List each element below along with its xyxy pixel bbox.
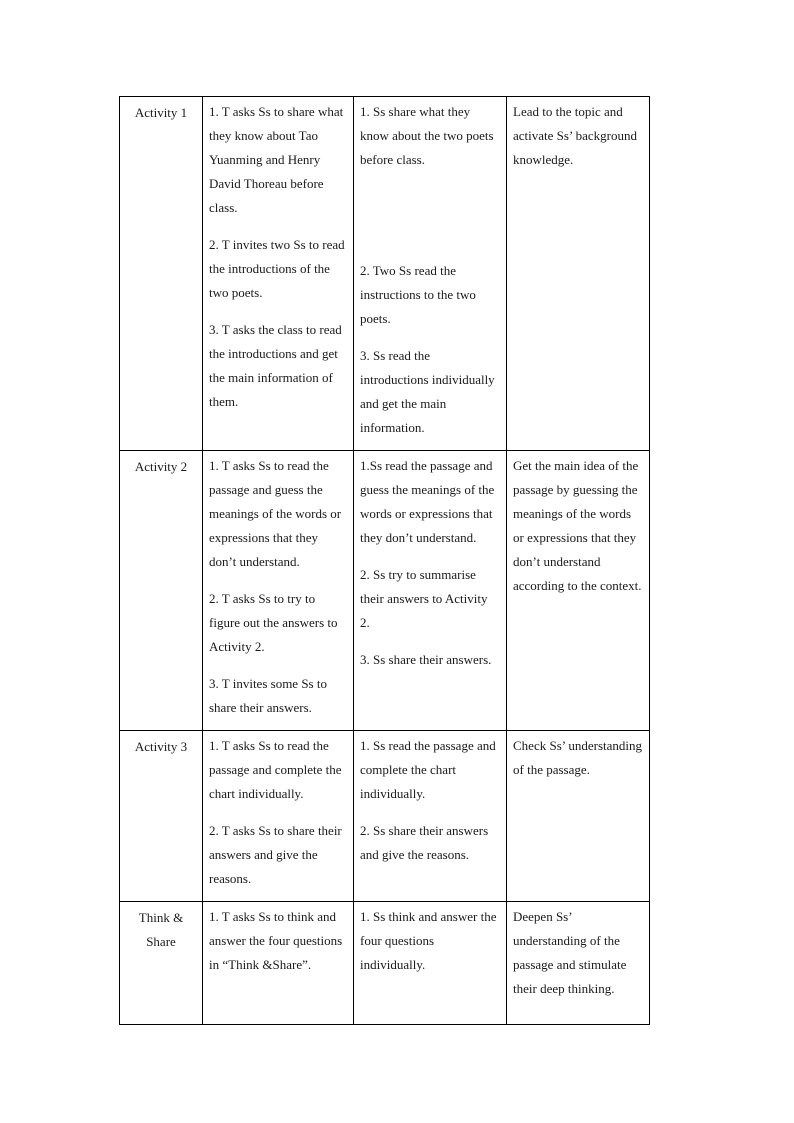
- activity-label: Activity 1: [120, 97, 203, 451]
- teacher-activity-cell: [203, 731, 354, 902]
- teacher-step: 1. T asks Ss to read the passage and guess the meanings of the words or expressions that they don’t understand.: [209, 458, 342, 569]
- student-step: 3. Ss read the introductions individually and get the main information.: [360, 348, 495, 435]
- purpose-cell: Get the main idea of the passage by guessing the meanings of the words or expressions that they don’t understand according to the context.: [507, 451, 650, 731]
- purpose-cell: Check Ss’ understanding of the passage.: [507, 731, 650, 902]
- student-step: 1.Ss read the passage and guess the meanings of the words or expressions that they don’t understand.: [360, 458, 495, 545]
- teacher-step: 1. T asks Ss to read the passage and complete the chart individually.: [209, 738, 342, 801]
- student-step: 1. Ss read the passage and complete the chart individually.: [360, 738, 496, 801]
- student-step: 2. Two Ss read the instructions to the two poets.: [360, 263, 476, 326]
- teacher-step: 2. T asks Ss to try to figure out the answers to Activity 2.: [209, 591, 338, 654]
- purpose-cell: Deepen Ss’ understanding of the passage and stimulate their deep thinking.: [507, 902, 650, 1025]
- lesson-plan-table: [119, 96, 650, 1025]
- teacher-activity-cell: [203, 97, 354, 451]
- student-activity-cell: [354, 97, 507, 451]
- teacher-step: 3. T asks the class to read the introductions and get the main information of them.: [209, 322, 342, 409]
- student-activity-cell: [354, 451, 507, 731]
- teacher-step: 2. T asks Ss to share their answers and give the reasons.: [209, 823, 342, 886]
- teacher-step: 2. T invites two Ss to read the introductions of the two poets.: [209, 237, 345, 300]
- student-step: 3. Ss share their answers.: [360, 652, 492, 667]
- table-row-activity-1: [120, 97, 650, 451]
- teacher-step: 3. T invites some Ss to share their answers.: [209, 676, 327, 715]
- activity-label: Think & Share: [120, 902, 203, 1025]
- student-step: 2. Ss try to summarise their answers to Activity 2.: [360, 567, 488, 630]
- student-step: 1. Ss share what they know about the two poets before class.: [360, 104, 494, 167]
- student-step: 2. Ss share their answers and give the reasons.: [360, 823, 489, 862]
- table-row-think-share: [120, 902, 650, 1025]
- student-step: 1. Ss think and answer the four questions individually.: [360, 909, 497, 972]
- activity-label: Activity 3: [120, 731, 203, 902]
- teacher-activity-cell: [203, 902, 354, 1025]
- purpose-cell: Lead to the topic and activate Ss’ background knowledge.: [507, 97, 650, 451]
- teacher-step: 1. T asks Ss to share what they know about Tao Yuanming and Henry David Thoreau before class.: [209, 104, 344, 215]
- student-activity-cell: [354, 902, 507, 1025]
- teacher-activity-cell: [203, 451, 354, 731]
- table-row-activity-2: [120, 451, 650, 731]
- table-row-activity-3: [120, 731, 650, 902]
- activity-label: Activity 2: [120, 451, 203, 731]
- teacher-step: 1. T asks Ss to think and answer the four questions in “Think &Share”.: [209, 909, 343, 972]
- student-activity-cell: [354, 731, 507, 902]
